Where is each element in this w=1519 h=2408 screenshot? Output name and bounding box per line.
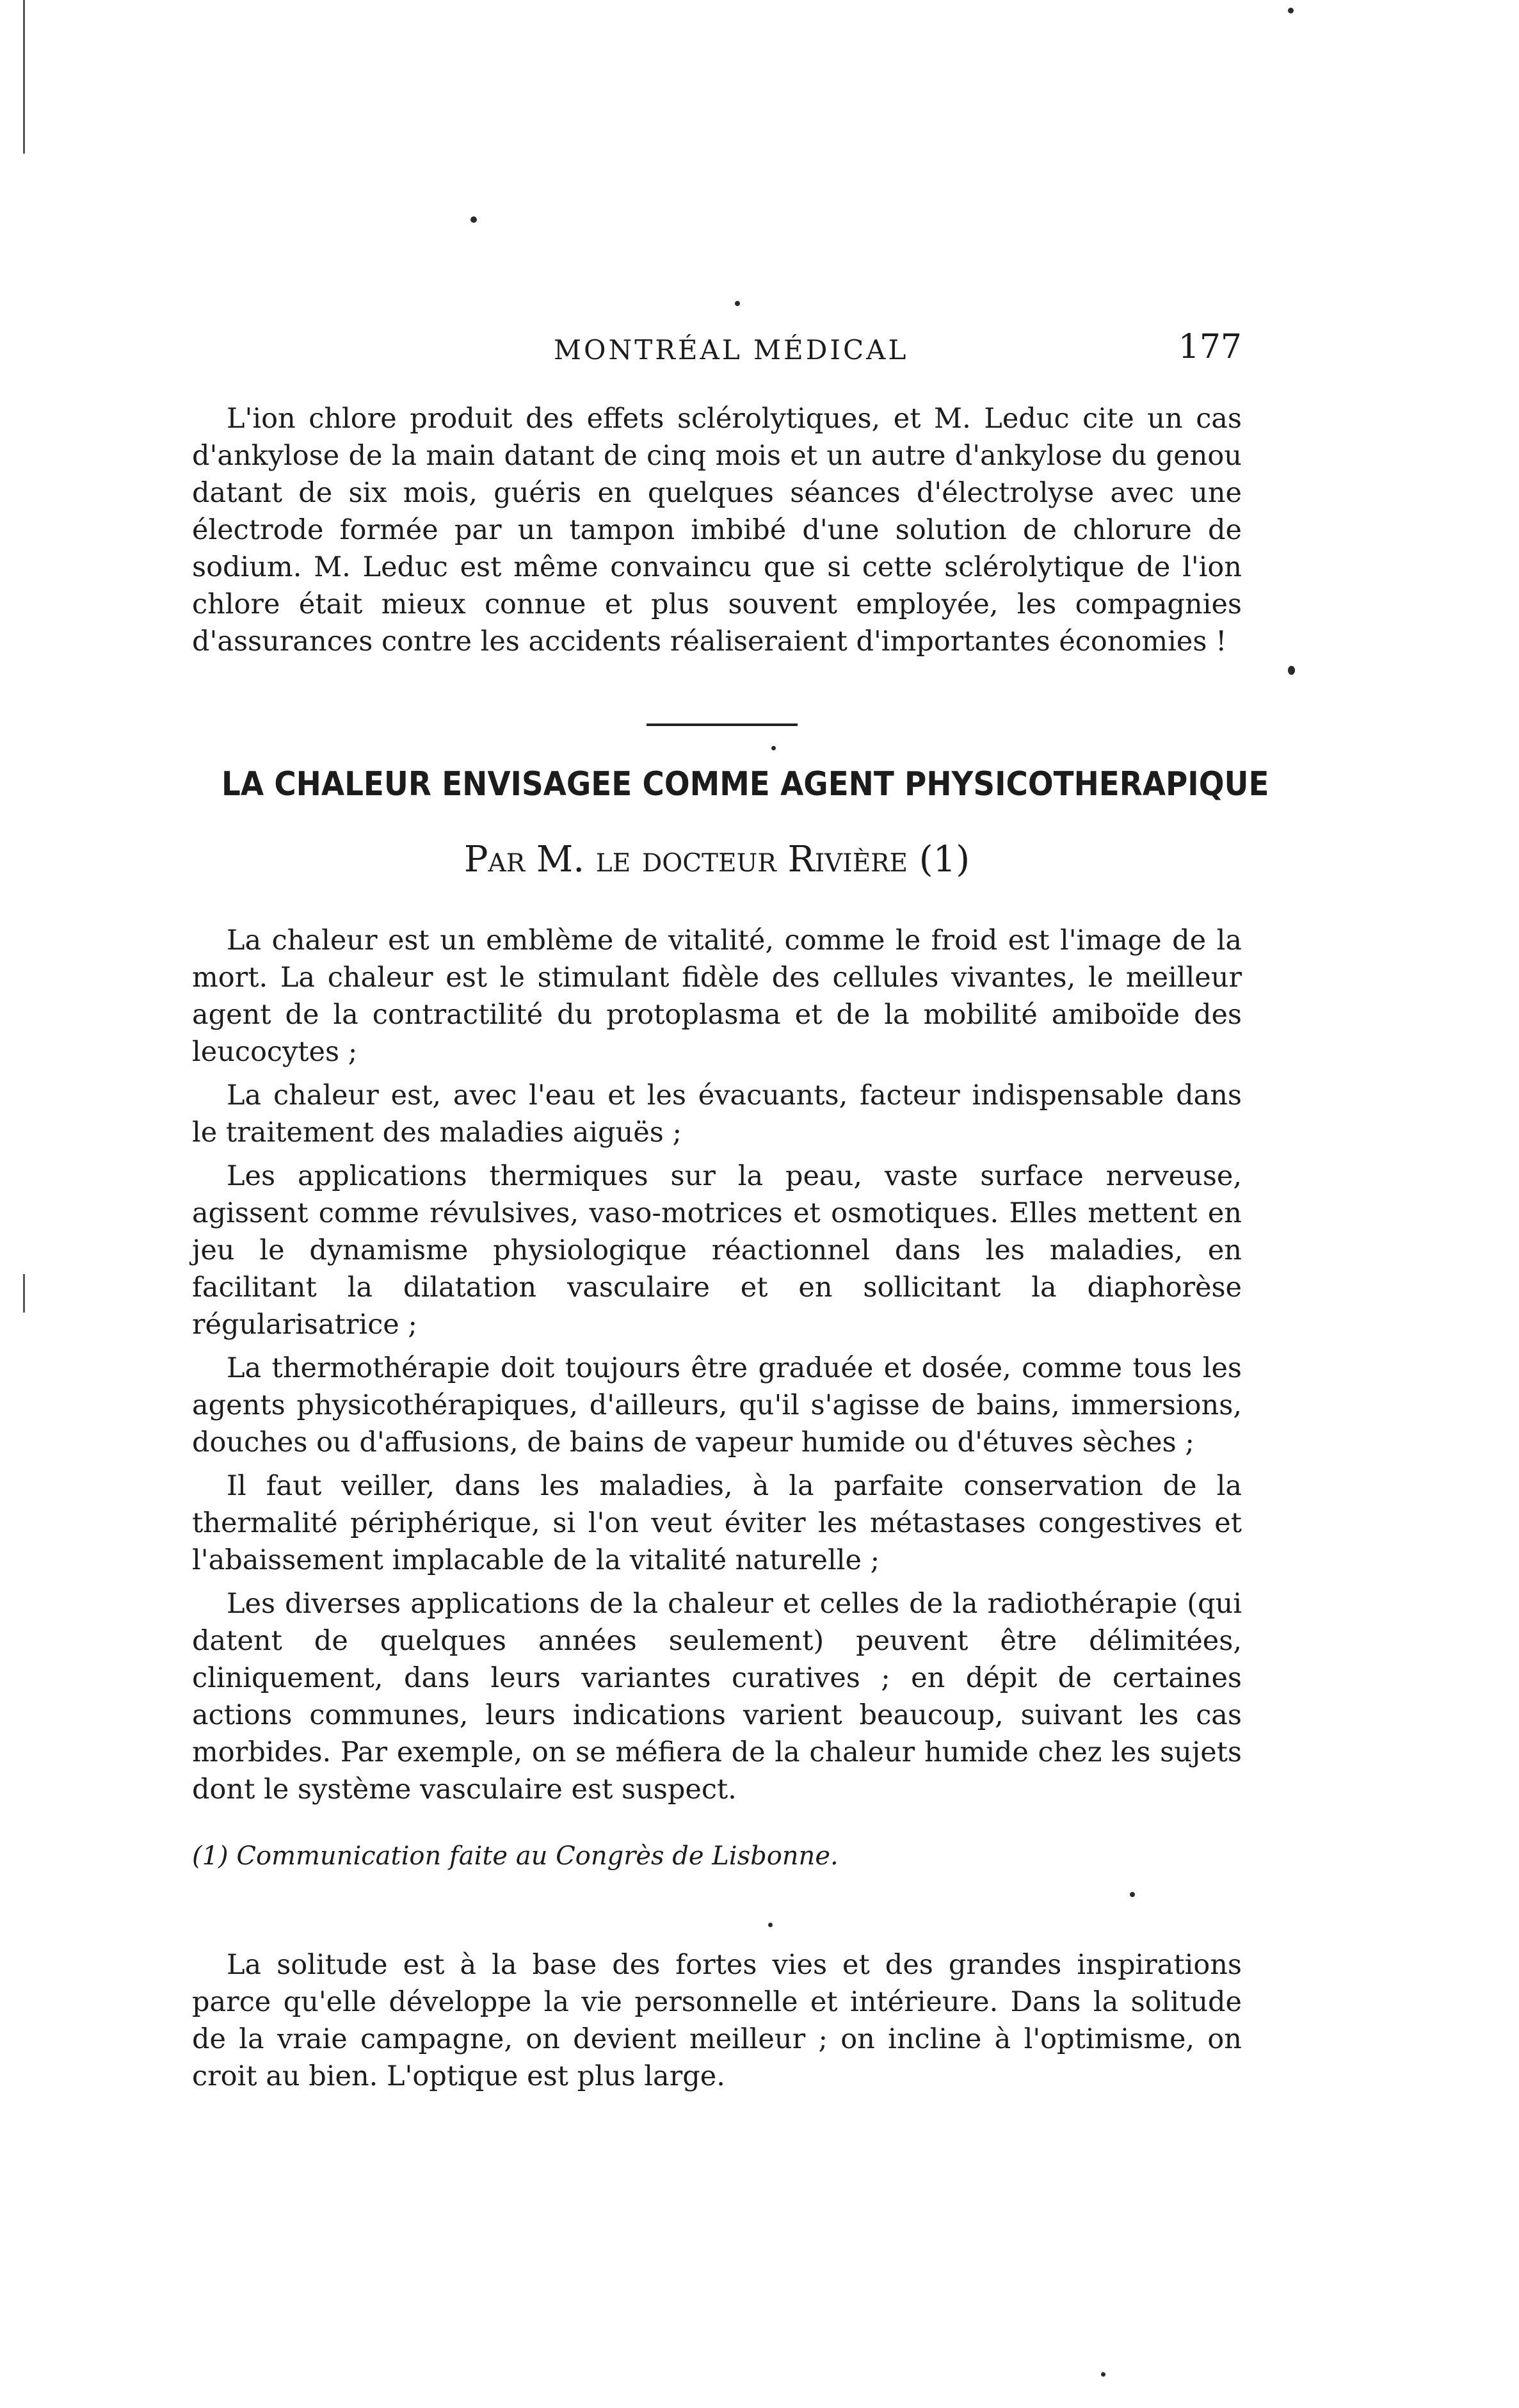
footnote: (1) Communication faite au Congrès de Lisbonne.: [192, 1841, 839, 1871]
closing-section: [192, 1946, 1242, 2095]
scan-speck: [1130, 1892, 1135, 1897]
scan-speck: [735, 301, 740, 306]
section-divider: [647, 723, 798, 726]
page-number: 177: [1178, 328, 1242, 366]
scan-edge-mark: [23, 0, 25, 154]
scan-speck: [768, 1923, 773, 1927]
scan-edge-mark: [23, 1274, 25, 1313]
intro-section: [192, 400, 1242, 660]
body-paragraph: La chaleur est, avec l'eau et les évacuants, facteur indispensable dans le traitement des maladies aiguës ;: [192, 1079, 1242, 1149]
body-paragraph: Il faut veiller, dans les maladies, à la parfaite conservation de la thermalité périphérique, si l'on veut éviter les métastases congestives et l'abaissement implacable de la vitalité naturelle ;: [192, 1470, 1242, 1576]
body-paragraph: La chaleur est un emblème de vitalité, comme le froid est l'image de la mort. La chaleur est le stimulant fidèle des cellules vivantes, le meilleur agent de la contractilité du protoplasma et de la mobilité amiboïde des leucocytes ;: [192, 925, 1242, 1068]
article-body: [192, 922, 1242, 1814]
body-paragraph: La thermothérapie doit toujours être graduée et dosée, comme tous les agents physicothérapiques, d'ailleurs, qu'il s'agisse de bains, immersions, douches ou d'affusions, de bains de vapeur humide ou d'étuves sèches ;: [192, 1352, 1242, 1459]
intro-paragraph: L'ion chlore produit des effets sclérolytiques, et M. Leduc cite un cas d'ankylose de la main datant de cinq mois et un autre d'ankylose du genou datant de six mois, guéris en quelques séances d'électrolyse avec une électrode formée par un tampon imbibé d'une solution de chlorure de sodium. M. Leduc est même convaincu que si cette sclérolytique de l'ion chlore était mieux connue et plus souvent employée, les compagnies d'assurances contre les accidents réaliseraient d'importantes économies !: [192, 403, 1242, 658]
journal-title: MONTRÉAL MÉDICAL: [554, 334, 909, 366]
scan-speck: [771, 746, 776, 750]
body-paragraph: Les applications thermiques sur la peau, vaste surface nerveuse, agissent comme révulsives, vaso-motrices et osmotiques. Elles mettent en jeu le dynamisme physiologique réactionnel dans les maladies, en facilitant la dilatation vasculaire et en sollicitant la diaphorèse régularisatrice ;: [192, 1160, 1242, 1341]
scan-speck: [1288, 8, 1294, 13]
running-head: [192, 328, 1242, 373]
scan-speck: [1101, 2372, 1105, 2377]
closing-paragraph: La solitude est à la base des fortes vies et des grandes inspirations parce qu'elle développe la vie personnelle et intérieure. Dans la solitude de la vraie campagne, on devient meilleur ; on incline à l'optimisme, on croit au bien. L'optique est plus large.: [192, 1949, 1242, 2092]
body-paragraph: Les diverses applications de la chaleur et celles de la radiothérapie (qui datent de quelques années seulement) peuvent être délimitées, cliniquement, dans leurs variantes curatives ; en dépit de certaines actions communes, leurs indications varient beaucoup, suivant les cas morbides. Par exemple, on se méfiera de la chaleur humide chez les sujets dont le système vasculaire est suspect.: [192, 1588, 1242, 1806]
article-title: LA CHALEUR ENVISAGEE COMME AGENT PHYSICOTHERAPIQUE: [221, 765, 1269, 804]
scan-speck: [470, 216, 477, 223]
scan-speck: [1288, 666, 1295, 675]
article-byline: Par M. le docteur Rivière (1): [463, 839, 970, 880]
